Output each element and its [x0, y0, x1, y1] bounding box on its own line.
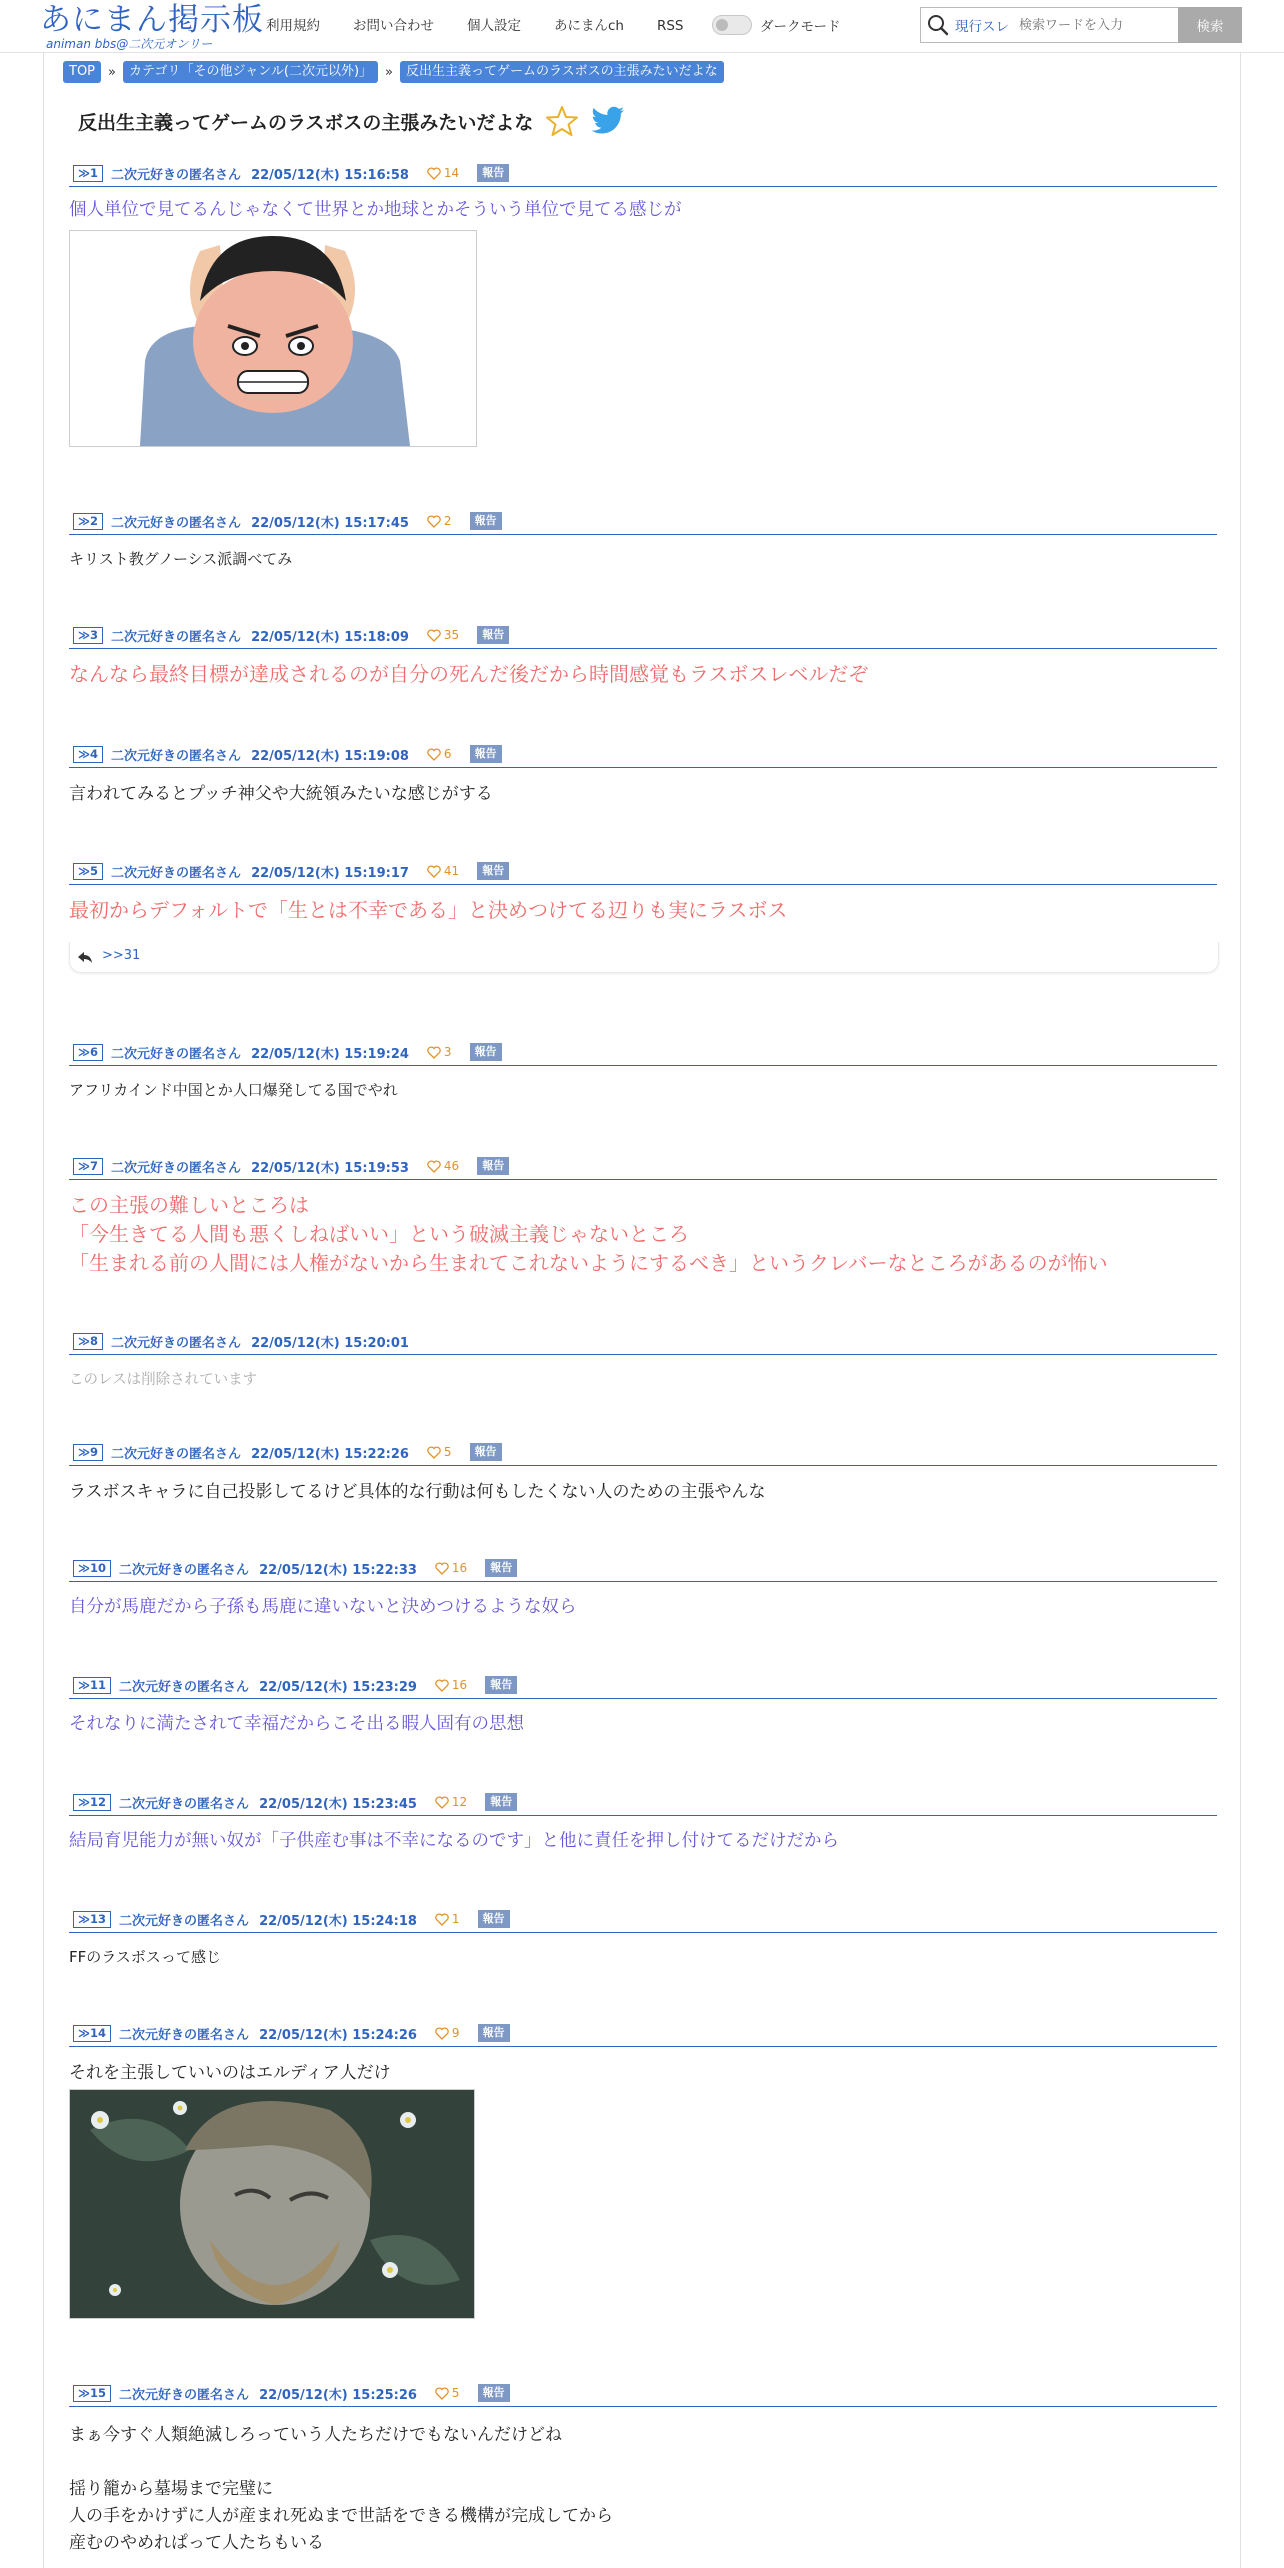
- heart-icon: [427, 515, 441, 528]
- heart-icon: [427, 1446, 441, 1459]
- heart-icon: [435, 1562, 449, 1575]
- post-body: それを主張していいのはエルディア人だけ: [69, 2063, 391, 2083]
- post-number[interactable]: ≫14: [73, 2025, 111, 2042]
- like-count: 16: [451, 1678, 468, 1692]
- like-button[interactable]: [435, 1678, 467, 1692]
- post-header: [69, 510, 1217, 535]
- heart-icon: [427, 1046, 441, 1059]
- like-button[interactable]: [427, 1045, 452, 1059]
- nav-settings[interactable]: 個人設定: [467, 18, 521, 34]
- post: [69, 1441, 1217, 1502]
- heart-icon: [435, 1796, 449, 1809]
- post: [69, 1791, 1217, 1851]
- post-number[interactable]: ≫6: [73, 1044, 103, 1061]
- post-body: 揺り籠から墓場まで完璧に: [69, 2479, 273, 2499]
- report-button[interactable]: 報告: [470, 1043, 502, 1061]
- reply-link[interactable]: >>31: [102, 948, 141, 963]
- like-count: 41: [443, 864, 460, 878]
- toggle-switch[interactable]: [712, 15, 752, 35]
- like-button[interactable]: [435, 2026, 460, 2040]
- logo-subtitle: animan bbs@二次元オンリー: [46, 37, 213, 51]
- post-date: 22/05/12(木) 15:22:33: [259, 1562, 417, 1578]
- nav-animanch[interactable]: あにまんch: [554, 18, 624, 34]
- post: [69, 743, 1217, 804]
- post-date: 22/05/12(木) 15:22:26: [251, 1446, 409, 1462]
- heart-icon: [427, 865, 441, 878]
- post-number[interactable]: ≫10: [73, 1560, 111, 1577]
- post-author: 二次元好きの匿名さん: [111, 748, 242, 764]
- post-image[interactable]: [69, 2089, 475, 2319]
- report-button[interactable]: 報告: [478, 1910, 510, 1928]
- heart-icon: [427, 629, 441, 642]
- post-header: [69, 1041, 1217, 1066]
- post-author: 二次元好きの匿名さん: [111, 629, 242, 645]
- post: [69, 2022, 1217, 2083]
- star-icon[interactable]: [545, 104, 579, 138]
- report-button[interactable]: 報告: [470, 1443, 502, 1461]
- post: [69, 1674, 1217, 1734]
- report-button[interactable]: 報告: [470, 745, 502, 763]
- post: [69, 1330, 1217, 1388]
- post-date: 22/05/12(木) 15:19:17: [251, 865, 409, 881]
- post-date: 22/05/12(木) 15:23:45: [259, 1796, 417, 1812]
- post-author: 二次元好きの匿名さん: [119, 1913, 250, 1929]
- post-number[interactable]: ≫2: [73, 513, 103, 530]
- post-number[interactable]: ≫5: [73, 863, 103, 880]
- toggle-knob: [716, 19, 728, 31]
- post-body: それなりに満たされて幸福だからこそ出る暇人固有の思想: [69, 1714, 524, 1734]
- post-body: 産むのやめれぱって人たちもいる: [69, 2533, 324, 2553]
- report-button[interactable]: 報告: [485, 1676, 517, 1694]
- post-body: アフリカインド中国とか人口爆発してる国でやれ: [69, 1081, 398, 1099]
- post-number[interactable]: ≫1: [73, 165, 103, 182]
- post-author: 二次元好きの匿名さん: [119, 1796, 250, 1812]
- post-body: 「生まれる前の人間には人権がないから生まれてこれないようにするべき」というクレバーなところがあるのが怖い: [69, 1251, 1108, 1275]
- nav-terms[interactable]: 利用規約: [266, 18, 320, 34]
- heart-icon: [435, 2387, 449, 2400]
- post-header: [69, 1330, 1217, 1355]
- post-header: [69, 1557, 1217, 1582]
- post-date: 22/05/12(木) 15:19:24: [251, 1046, 409, 1062]
- site-header: [0, 0, 1284, 53]
- post: [69, 860, 1217, 963]
- post-number[interactable]: ≫3: [73, 627, 103, 644]
- report-button[interactable]: 報告: [478, 2384, 510, 2402]
- post-body: 言われてみるとプッチ神父や大統領みたいな感じがする: [69, 784, 493, 804]
- like-button[interactable]: [427, 166, 459, 180]
- breadcrumb-top[interactable]: TOP: [63, 61, 101, 83]
- reply-bar: [69, 942, 1219, 973]
- post-number[interactable]: ≫9: [73, 1444, 103, 1461]
- post-date: 22/05/12(木) 15:16:58: [251, 167, 409, 183]
- like-count: 46: [443, 1159, 460, 1173]
- dark-mode-toggle[interactable]: [712, 15, 840, 35]
- search-button[interactable]: 検索: [1178, 7, 1242, 43]
- deleted-post-notice: このレスは削除されています: [69, 1372, 258, 1388]
- like-button[interactable]: [427, 514, 452, 528]
- heart-icon: [427, 1160, 441, 1173]
- post: [69, 1557, 1217, 1617]
- like-button[interactable]: [427, 1159, 459, 1173]
- like-count: 1: [451, 1912, 460, 1926]
- like-count: 14: [443, 166, 460, 180]
- post-author: 二次元好きの匿名さん: [111, 1160, 242, 1176]
- report-button[interactable]: 報告: [477, 164, 509, 182]
- like-button[interactable]: [427, 864, 459, 878]
- like-button[interactable]: [435, 1561, 467, 1575]
- like-count: 3: [443, 1045, 452, 1059]
- post-date: 22/05/12(木) 15:24:18: [259, 1913, 417, 1929]
- post-number[interactable]: ≫12: [73, 1794, 111, 1811]
- post-header: [69, 162, 1217, 187]
- post-date: 22/05/12(木) 15:17:45: [251, 515, 409, 531]
- post-author: 二次元好きの匿名さん: [111, 1446, 242, 1462]
- like-count: 12: [451, 1795, 468, 1809]
- post-header: [69, 1791, 1217, 1816]
- like-count: 6: [443, 747, 452, 761]
- post-author: 二次元好きの匿名さん: [111, 1046, 242, 1062]
- post-body: 最初からデフォルトで「生とは不幸である」と決めつけてる辺りも実にラスボス: [69, 898, 788, 922]
- page-title: 反出生主義ってゲームのラスボスの主張みたいだよな: [78, 111, 534, 134]
- like-button[interactable]: [435, 2386, 460, 2400]
- post-author: 二次元好きの匿名さん: [119, 2027, 250, 2043]
- like-button[interactable]: [427, 628, 459, 642]
- post-author: 二次元好きの匿名さん: [119, 1562, 250, 1578]
- post-body: FFのラスボスって感じ: [69, 1948, 221, 1966]
- post-header: [69, 2382, 1217, 2407]
- nav-rss[interactable]: RSS: [656, 18, 684, 34]
- post: [69, 162, 1217, 220]
- post-number[interactable]: ≫4: [73, 746, 103, 763]
- post-number[interactable]: ≫15: [73, 2385, 111, 2402]
- post-author: 二次元好きの匿名さん: [111, 167, 242, 183]
- thread-container: [43, 52, 1241, 2568]
- post: [69, 510, 1217, 568]
- post-header: [69, 2022, 1217, 2047]
- nav-contact[interactable]: お問い合わせ: [353, 18, 434, 34]
- post-header: [69, 743, 1217, 768]
- post-date: 22/05/12(木) 15:19:53: [251, 1160, 409, 1176]
- like-button[interactable]: [427, 1445, 452, 1459]
- post-body: 「今生きてる人間も悪くしねばいい」という破滅主義じゃないところ: [69, 1222, 689, 1246]
- post-date: 22/05/12(木) 15:23:29: [259, 1679, 417, 1695]
- breadcrumb-separator: »: [108, 64, 116, 80]
- post-author: 二次元好きの匿名さん: [111, 1335, 242, 1351]
- report-button[interactable]: 報告: [478, 2024, 510, 2042]
- post-number[interactable]: ≫7: [73, 1158, 103, 1175]
- post-header: [69, 1155, 1217, 1180]
- report-button[interactable]: 報告: [470, 512, 502, 530]
- thread-title-row: [78, 104, 625, 138]
- search-box: [920, 7, 1242, 43]
- search-icon[interactable]: [921, 8, 955, 42]
- post-number[interactable]: ≫13: [73, 1911, 111, 1928]
- post-date: 22/05/12(木) 15:20:01: [251, 1335, 409, 1351]
- post-body: キリスト教グノーシス派調べてみ: [69, 550, 293, 568]
- like-count: 16: [451, 1561, 468, 1575]
- post-header: [69, 1674, 1217, 1699]
- post-body: この主張の難しいところは: [69, 1193, 309, 1217]
- breadcrumb-category[interactable]: カテゴリ「その他ジャンル(二次元以外)」: [123, 61, 378, 83]
- reply-arrow-icon: [76, 950, 94, 964]
- post: [69, 1041, 1217, 1099]
- post-body: 自分が馬鹿だから子孫も馬鹿に違いないと決めつけるような奴ら: [69, 1597, 577, 1617]
- site-logo[interactable]: [40, 2, 264, 50]
- post-header: [69, 860, 1217, 885]
- post-author: 二次元好きの匿名さん: [119, 1679, 250, 1695]
- post-date: 22/05/12(木) 15:24:26: [259, 2027, 417, 2043]
- post-body: ラスボスキャラに自己投影してるけど具体的な行動は何もしたくない人のための主張やんな: [69, 1482, 766, 1502]
- report-button[interactable]: 報告: [485, 1559, 517, 1577]
- twitter-icon[interactable]: [591, 106, 625, 136]
- report-button[interactable]: 報告: [485, 1793, 517, 1811]
- like-count: 5: [451, 2386, 460, 2400]
- post-author: 二次元好きの匿名さん: [119, 2387, 250, 2403]
- post-header: [69, 1441, 1217, 1466]
- report-button[interactable]: 報告: [477, 626, 509, 644]
- heart-icon: [427, 167, 441, 180]
- dark-mode-label: ダークモード: [760, 19, 841, 35]
- post-body: なんなら最終目標が達成されるのが自分の死んだ後だから時間感覚もラスボスレベルだぞ: [69, 662, 869, 686]
- post: [69, 2382, 1217, 2553]
- heart-icon: [435, 1679, 449, 1692]
- search-scope-label[interactable]: 現行スレ: [955, 19, 1009, 35]
- post-body: 人の手をかけずに人が産まれ死ぬまで世話をできる機構が完成してから: [69, 2506, 613, 2526]
- post-date: 22/05/12(木) 15:25:26: [259, 2387, 417, 2403]
- report-button[interactable]: 報告: [477, 862, 509, 880]
- post-number[interactable]: ≫11: [73, 1677, 111, 1694]
- like-button[interactable]: [435, 1795, 467, 1809]
- post-author: 二次元好きの匿名さん: [111, 515, 242, 531]
- top-nav: [266, 16, 717, 36]
- like-button[interactable]: [427, 747, 452, 761]
- search-input[interactable]: [1019, 10, 1169, 40]
- post: [69, 1908, 1217, 1966]
- post-date: 22/05/12(木) 15:19:08: [251, 748, 409, 764]
- like-count: 35: [443, 628, 460, 642]
- post-header: [69, 624, 1217, 649]
- post-body: まぁ今すぐ人類絶滅しろっていう人たちだけでもないんだけどね: [69, 2425, 562, 2445]
- like-count: 2: [443, 514, 452, 528]
- like-count: 5: [443, 1445, 452, 1459]
- post: [69, 1155, 1217, 1275]
- post: [69, 624, 1217, 686]
- post-header: [69, 1908, 1217, 1933]
- post-number[interactable]: ≫8: [73, 1333, 103, 1350]
- post-image[interactable]: [69, 230, 477, 447]
- logo-title[interactable]: あにまん掲示板: [40, 2, 264, 38]
- report-button[interactable]: 報告: [477, 1157, 509, 1175]
- breadcrumb: [63, 61, 724, 83]
- heart-icon: [435, 2027, 449, 2040]
- breadcrumb-separator: »: [385, 64, 393, 80]
- post-body: 結局育児能力が無い奴が「子供産む事は不幸になるのです」と他に責任を押し付けてるだけだから: [69, 1831, 839, 1851]
- post-body: 個人単位で見てるんじゃなくて世界とか地球とかそういう単位で見てる感じが: [69, 200, 682, 220]
- post-date: 22/05/12(木) 15:18:09: [251, 629, 409, 645]
- like-count: 9: [451, 2026, 460, 2040]
- heart-icon: [435, 1913, 449, 1926]
- post-author: 二次元好きの匿名さん: [111, 865, 242, 881]
- like-button[interactable]: [435, 1912, 460, 1926]
- heart-icon: [427, 748, 441, 761]
- breadcrumb-thread[interactable]: 反出生主義ってゲームのラスボスの主張みたいだよな: [400, 61, 724, 83]
